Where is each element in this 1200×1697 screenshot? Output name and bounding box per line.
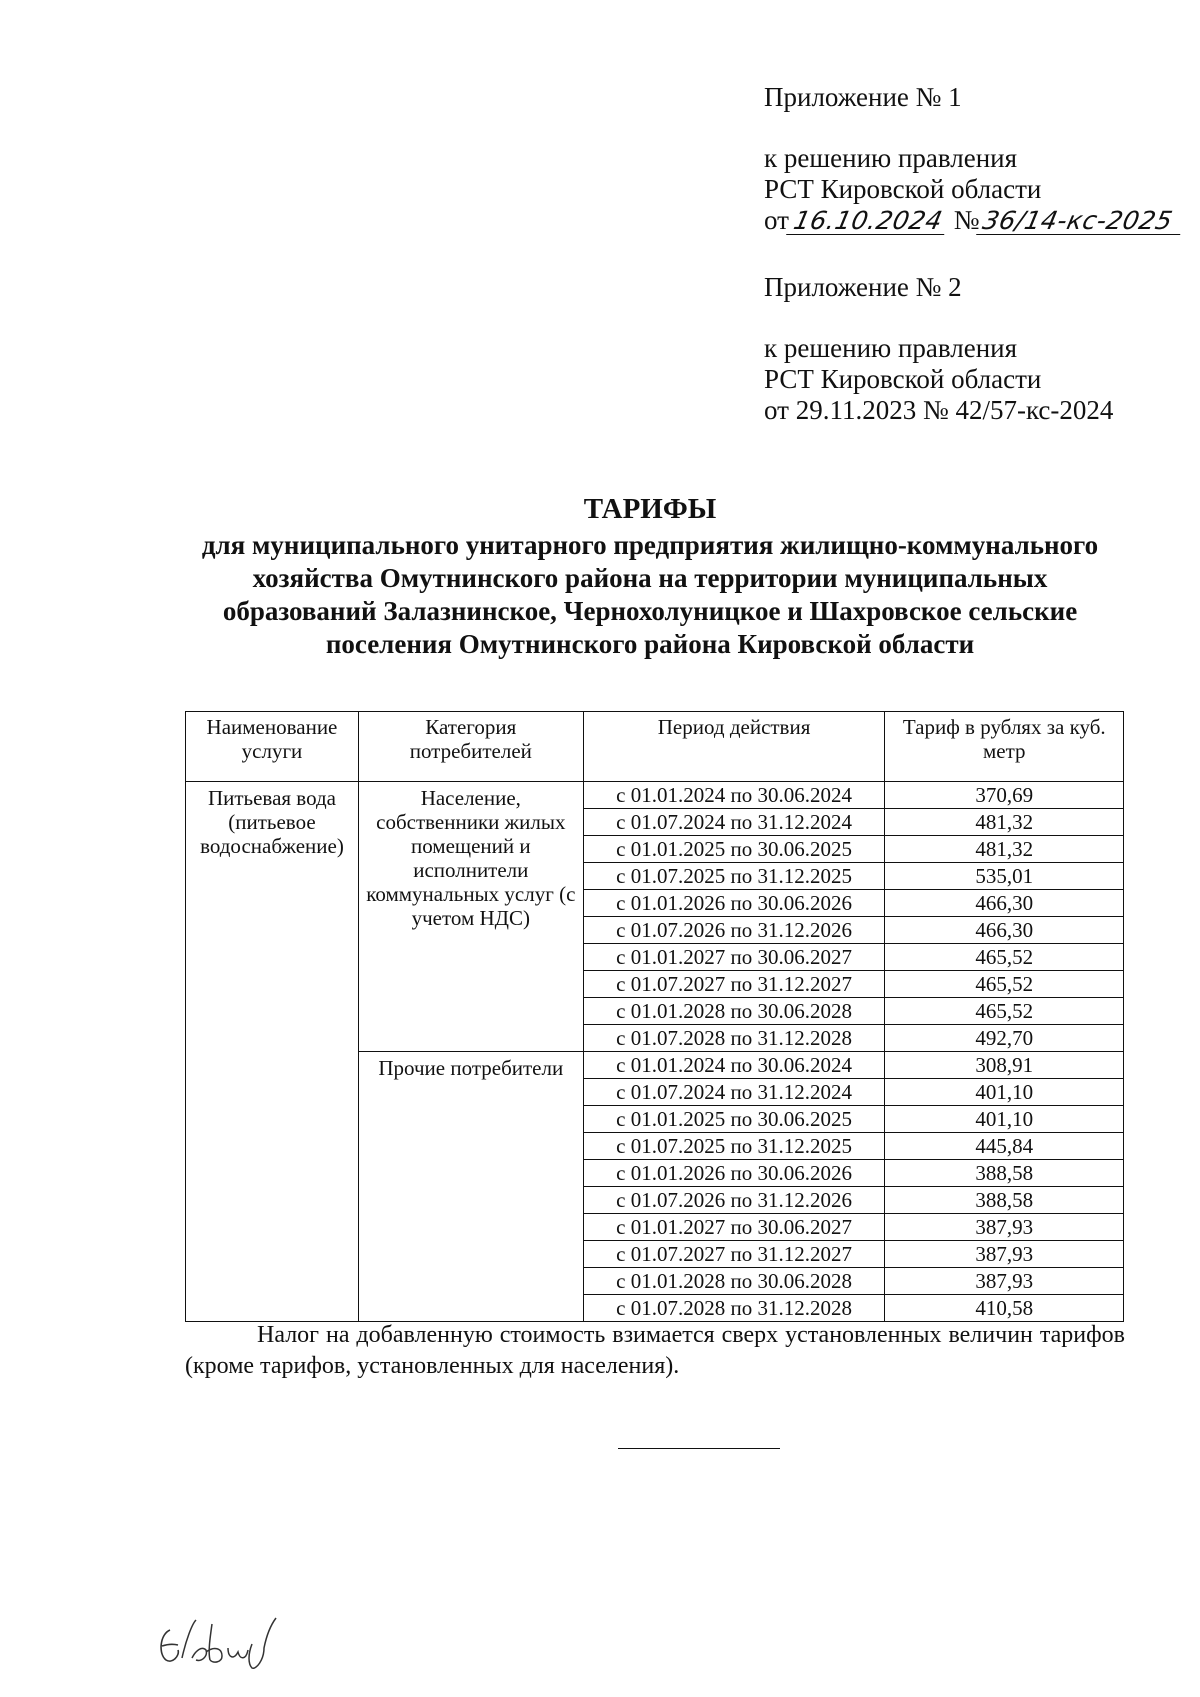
cell-tariff: 401,10 bbox=[885, 1079, 1124, 1106]
cell-tariff: 387,93 bbox=[885, 1214, 1124, 1241]
annex1-line3 bbox=[764, 205, 1184, 236]
cell-period: с 01.01.2026 по 30.06.2026 bbox=[583, 890, 885, 917]
cell-tariff: 465,52 bbox=[885, 971, 1124, 998]
cell-tariff: 535,01 bbox=[885, 863, 1124, 890]
cell-tariff: 492,70 bbox=[885, 1025, 1124, 1052]
cell-period: с 01.01.2027 по 30.06.2027 bbox=[583, 1214, 885, 1241]
cell-period: с 01.01.2024 по 30.06.2024 bbox=[583, 1052, 885, 1079]
cell-period: с 01.01.2024 по 30.06.2024 bbox=[583, 782, 885, 809]
cell-tariff: 466,30 bbox=[885, 890, 1124, 917]
title-line4: поселения Омутнинского района Кировской области bbox=[325, 629, 975, 659]
cell-category: Население, собственники жилых помещений и исполнители коммунальных услуг (с учетом НДС) bbox=[358, 782, 583, 1052]
header-tariff: Тариф в рублях за куб. метр bbox=[885, 712, 1124, 782]
annex-block bbox=[764, 82, 1184, 426]
annex1-handwritten-number: 36/14-кс-2025 bbox=[977, 208, 1187, 235]
annex2-title: Приложение № 2 bbox=[764, 272, 962, 302]
cell-period: с 01.01.2026 по 30.06.2026 bbox=[583, 1160, 885, 1187]
cell-tariff: 410,58 bbox=[885, 1295, 1124, 1322]
cell-tariff: 481,32 bbox=[885, 809, 1124, 836]
cell-tariff: 308,91 bbox=[885, 1052, 1124, 1079]
annex2-line3: от 29.11.2023 № 42/57-кс-2024 bbox=[764, 395, 1114, 425]
annex1-no: № bbox=[953, 205, 980, 235]
cell-tariff: 388,58 bbox=[885, 1187, 1124, 1214]
title-line1: для муниципального унитарного предприятия жилищно-коммунального bbox=[201, 530, 1099, 560]
annex1-ot: от bbox=[764, 205, 789, 235]
cell-period: с 01.01.2028 по 30.06.2028 bbox=[583, 998, 885, 1025]
table-header-row bbox=[186, 712, 1124, 782]
annex1-line2: РСТ Кировской области bbox=[764, 174, 1042, 204]
table-body bbox=[186, 782, 1124, 1322]
cell-tariff: 445,84 bbox=[885, 1133, 1124, 1160]
cell-period: с 01.07.2028 по 31.12.2028 bbox=[583, 1025, 885, 1052]
cell-period: с 01.07.2027 по 31.12.2027 bbox=[583, 971, 885, 998]
cell-period: с 01.07.2024 по 31.12.2024 bbox=[583, 1079, 885, 1106]
cell-period: с 01.07.2025 по 31.12.2025 bbox=[583, 1133, 885, 1160]
handwritten-signature bbox=[152, 1610, 282, 1672]
annex1-handwritten-date: 16.10.2024 bbox=[786, 208, 950, 235]
cell-period: с 01.07.2025 по 31.12.2025 bbox=[583, 863, 885, 890]
header-category: Категория потребителей bbox=[358, 712, 583, 782]
header-service: Наименование услуги bbox=[186, 712, 359, 782]
cell-period: с 01.07.2028 по 31.12.2028 bbox=[583, 1295, 885, 1322]
annex2-line1: к решению правления bbox=[764, 333, 1018, 363]
tariff-table bbox=[185, 711, 1124, 1322]
vat-note bbox=[185, 1320, 1125, 1382]
document-title bbox=[150, 493, 1150, 661]
cell-tariff: 387,93 bbox=[885, 1268, 1124, 1295]
annex2-line2: РСТ Кировской области bbox=[764, 364, 1042, 394]
title-line2: хозяйства Омутнинского района на территории муниципальных bbox=[252, 563, 1048, 593]
annex1-line1: к решению правления bbox=[764, 143, 1018, 173]
title-heading: ТАРИФЫ bbox=[583, 493, 717, 525]
cell-period: с 01.07.2026 по 31.12.2026 bbox=[583, 917, 885, 944]
cell-tariff: 370,69 bbox=[885, 782, 1124, 809]
cell-period: с 01.01.2027 по 30.06.2027 bbox=[583, 944, 885, 971]
cell-tariff: 465,52 bbox=[885, 998, 1124, 1025]
cell-tariff: 401,10 bbox=[885, 1106, 1124, 1133]
cell-period: с 01.07.2026 по 31.12.2026 bbox=[583, 1187, 885, 1214]
title-line3: образований Залазнинское, Чернохолуницкое и Шахровское сельские bbox=[222, 596, 1078, 626]
end-divider bbox=[618, 1448, 780, 1449]
cell-tariff: 387,93 bbox=[885, 1241, 1124, 1268]
cell-period: с 01.07.2027 по 31.12.2027 bbox=[583, 1241, 885, 1268]
cell-tariff: 465,52 bbox=[885, 944, 1124, 971]
cell-tariff: 388,58 bbox=[885, 1160, 1124, 1187]
cell-period: с 01.01.2025 по 30.06.2025 bbox=[583, 836, 885, 863]
cell-tariff: 481,32 bbox=[885, 836, 1124, 863]
table-row bbox=[186, 782, 1124, 809]
cell-period: с 01.01.2025 по 30.06.2025 bbox=[583, 1106, 885, 1133]
cell-period: с 01.07.2024 по 31.12.2024 bbox=[583, 809, 885, 836]
cell-category: Прочие потребители bbox=[358, 1052, 583, 1322]
cell-service: Питьевая вода (питьевое водоснабжение) bbox=[186, 782, 359, 1322]
annex1-title: Приложение № 1 bbox=[764, 82, 962, 112]
vat-note-text: Налог на добавленную стоимость взимается сверх установленных величин тарифов (кроме тарифов, установленных для населения). bbox=[185, 1322, 1125, 1379]
header-period: Период действия bbox=[583, 712, 885, 782]
cell-period: с 01.01.2028 по 30.06.2028 bbox=[583, 1268, 885, 1295]
cell-tariff: 466,30 bbox=[885, 917, 1124, 944]
